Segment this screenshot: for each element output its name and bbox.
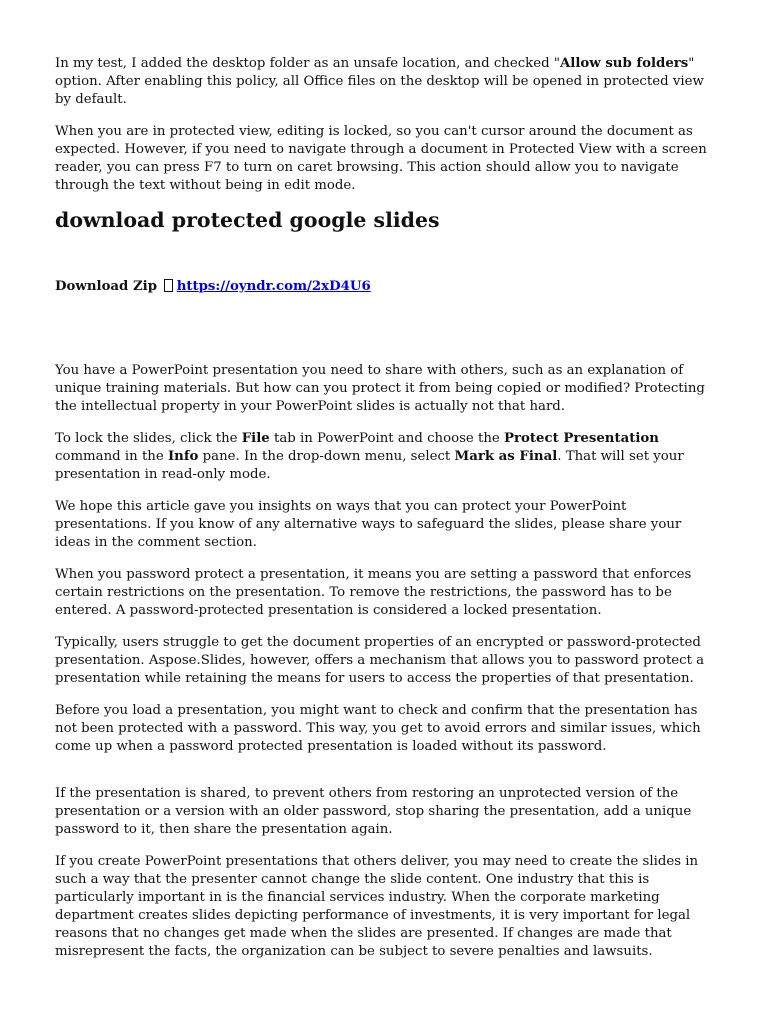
- body-paragraph-2: [55, 430, 715, 484]
- document-page: [55, 55, 715, 975]
- p2-text-4: pane. In the drop-down menu, select: [198, 449, 455, 464]
- p2-text-5: . That will set your presentation in read-only mode.: [55, 449, 684, 482]
- body-paragraph-3: We hope this article gave you insights on ways that you can protect your PowerPoint presentations. If you know of any alternative ways to safeguard the slides, please share your ideas in the comment section.: [55, 499, 682, 550]
- body-paragraph-1: You have a PowerPoint presentation you need to share with others, such as an explanation of unique training materials. But how can you protect it from being copied or modified? Protecting the intellectual property in your PowerPoint slides is actually not that hard.: [55, 363, 705, 414]
- download-label: Download Zip: [55, 279, 158, 294]
- download-line: [55, 278, 715, 296]
- intro-paragraph-2: When you are in protected view, editing is locked, so you can't cursor around the document as expected. However, if you need to navigate through a document in Protected View with a screen reader, you can press F7 to turn on caret browsing. This action should allow you to navigate through the text without being in edit mode.: [55, 124, 707, 193]
- body-paragraph-6: Before you load a presentation, you might want to check and confirm that the presentation has not been protected with a password. This way, you get to avoid errors and similar issues, which come up when a password protected presentation is loaded without its password.: [55, 703, 701, 754]
- p2-bold-file: File: [241, 431, 270, 446]
- intro-bold-option: Allow sub folders: [559, 56, 689, 71]
- p2-bold-protect-presentation: Protect Presentation: [504, 431, 659, 446]
- p2-bold-info: Info: [167, 449, 199, 464]
- download-link[interactable]: https://oyndr.com/2xD4U6: [176, 279, 371, 294]
- section-heading: download protected google slides: [55, 208, 440, 232]
- p2-text-1: To lock the slides, click the: [55, 431, 242, 446]
- body-paragraph-8: If you create PowerPoint presentations that others deliver, you may need to create the slides in such a way that the presenter cannot change the slide content. One industry that this is particularly important in is the financial services industry. When the corporate marketing department creates slides depicting performance of investments, it is very important for legal reasons that no changes get made when the slides are presented. If changes are made that misrepresent the facts, the organization can be subject to severe penalties and lawsuits.: [55, 854, 699, 959]
- intro-paragraph-1: [55, 55, 715, 109]
- article-body: [55, 362, 715, 961]
- body-paragraph-4: When you password protect a presentation, it means you are setting a password that enforces certain restrictions on the presentation. To remove the restrictions, the password has to be entered. A password-protected presentation is considered a locked presentation.: [55, 567, 692, 618]
- p2-text-3: command in the: [55, 449, 168, 464]
- body-paragraph-5: Typically, users struggle to get the document properties of an encrypted or password-protected presentation. Aspose.Slides, however, offers a mechanism that allows you to password protect a presentation while retaining the means for users to access the properties of that presentation.: [55, 635, 705, 686]
- p2-bold-mark-as-final: Mark as Final: [454, 449, 558, 464]
- intro-text-before: In my test, I added the desktop folder as an unsafe location, and checked ": [55, 56, 560, 71]
- download-glyph-icon: [164, 279, 173, 292]
- body-paragraph-7: If the presentation is shared, to prevent others from restoring an unprotected version of the presentation or a version with an older password, stop sharing the presentation, add a unique password to it, then share the presentation again.: [55, 786, 692, 837]
- intro-text-after: " option. After enabling this policy, all Office files on the desktop will be opened in protected view by default.: [55, 56, 704, 107]
- p2-text-2: tab in PowerPoint and choose the: [269, 431, 505, 446]
